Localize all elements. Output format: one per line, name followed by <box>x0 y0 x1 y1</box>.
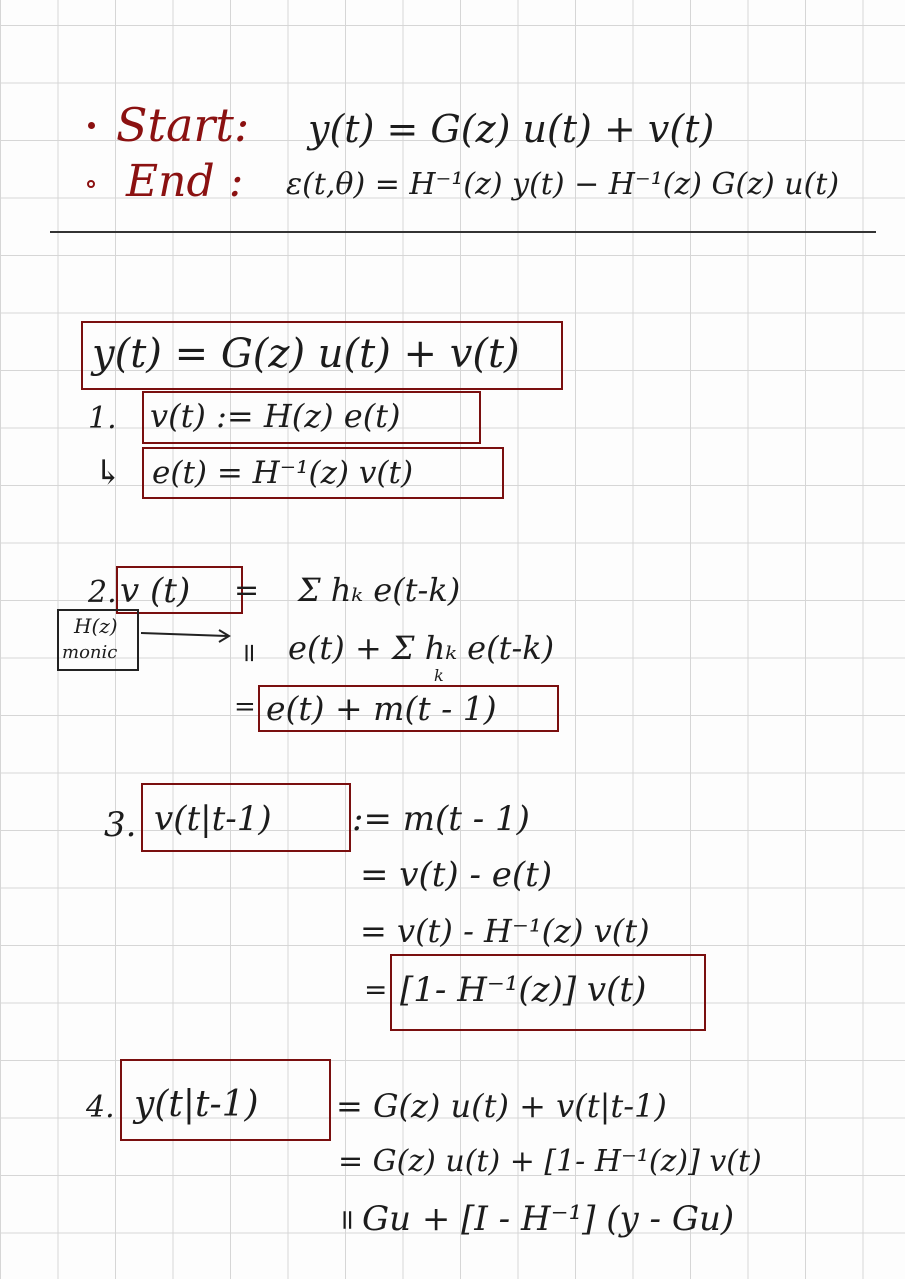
model-equation: y(t) = G(z) u(t) + v(t) <box>92 331 520 377</box>
step4-line3: Gu + [I - H⁻¹] (y - Gu) <box>362 1199 735 1239</box>
step2-number: 2. <box>88 575 117 610</box>
step1-arrow-icon: ↳ <box>94 453 123 493</box>
step1-inverse: e(t) = H⁻¹(z) v(t) <box>152 455 414 491</box>
step4-number: 4. <box>86 1090 115 1125</box>
end-label: End : <box>126 156 244 207</box>
monic-note-line2: monic <box>62 642 118 663</box>
end-bullet <box>87 180 95 188</box>
step2-line2: e(t) + Σ hₖ e(t-k) <box>288 629 555 667</box>
step1-definition: v(t) := H(z) e(t) <box>150 397 401 435</box>
step4-line2: = G(z) u(t) + [1- H⁻¹(z)] v(t) <box>338 1144 762 1179</box>
step4-lhs: y(t|t-1) <box>134 1084 259 1125</box>
step4-equals-3: = <box>331 1208 365 1232</box>
step2-equals-3: = <box>234 692 256 722</box>
step2-line1: Σ hₖ e(t-k) <box>298 571 461 609</box>
step2-line3: e(t) + m(t - 1) <box>266 689 497 728</box>
step3-lhs: v(t|t-1) <box>154 799 272 839</box>
step1-number: 1. <box>88 401 117 436</box>
end-equation: ε(t,θ) = H⁻¹(z) y(t) − H⁻¹(z) G(z) u(t) <box>286 167 840 202</box>
monic-arrow-icon <box>139 624 239 644</box>
start-equation: y(t) = G(z) u(t) + v(t) <box>308 107 715 151</box>
step2-equals-2: = <box>233 642 264 664</box>
step3-line2: = v(t) - e(t) <box>360 855 553 895</box>
step3-line3: = v(t) - H⁻¹(z) v(t) <box>360 912 650 950</box>
step2-lhs: v (t) <box>120 571 191 611</box>
start-label: Start: <box>116 98 250 152</box>
step3-line1: := m(t - 1) <box>352 799 530 839</box>
step3-line4: [1- H⁻¹(z)] v(t) <box>400 970 647 1010</box>
step2-sum-subscript: k <box>434 666 444 685</box>
step3-equals-4: = <box>364 973 388 1006</box>
separator-line <box>50 231 876 233</box>
monic-note-line1: H(z) <box>74 614 118 638</box>
step2-equals: = <box>234 573 260 608</box>
step4-line1: = G(z) u(t) + v(t|t-1) <box>336 1087 667 1125</box>
start-bullet <box>88 122 95 129</box>
step3-number: 3. <box>104 805 137 845</box>
